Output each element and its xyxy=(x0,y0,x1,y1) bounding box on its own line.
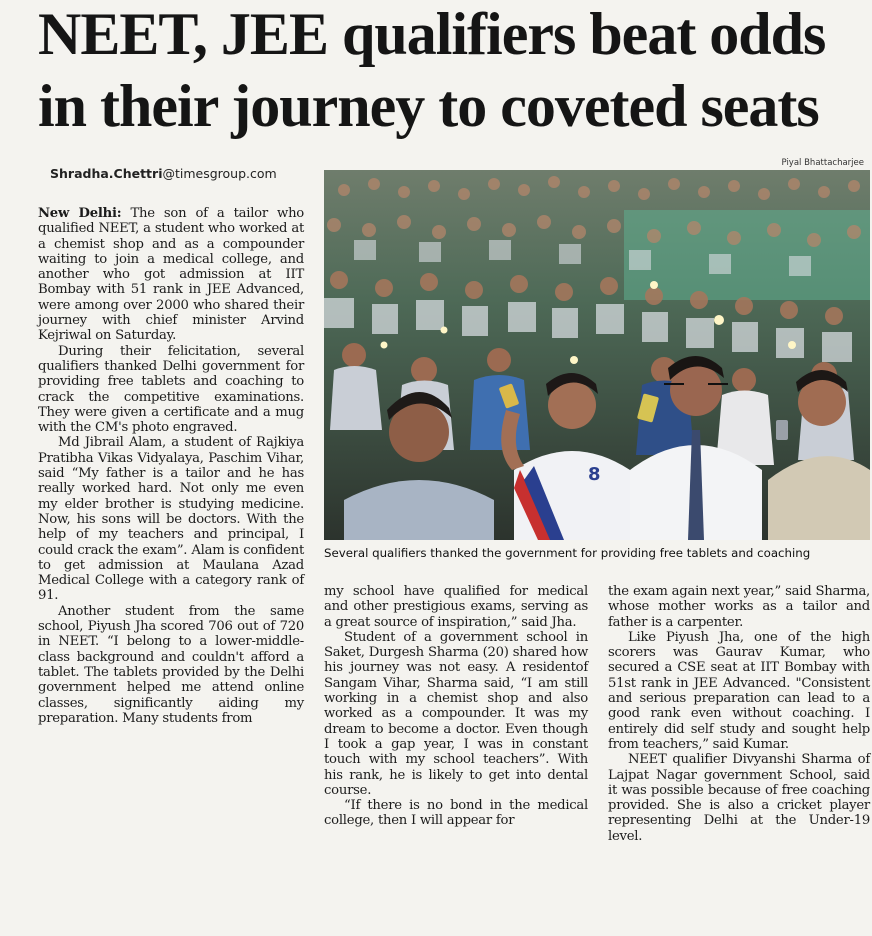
article-column-2 xyxy=(324,584,588,829)
event-photo xyxy=(324,170,870,540)
headline-line-2: in their journey to coveted seats xyxy=(38,73,819,139)
paragraph-continued: the exam again next year,” said Sharma, whose mother works as a tailor and father is a carpenter. xyxy=(608,584,870,630)
byline xyxy=(50,166,277,181)
article-column-3 xyxy=(608,584,870,844)
paragraph: “If there is no bond in the medical college, then I will appear for xyxy=(324,798,588,829)
paragraph: Another student from the same school, Piyush Jha scored 706 out of 720 in NEET. “I belong to a lower-middle-class background and couldn't afford a tablet. The tablets provided by the Delhi government helped me attend online classes, significantly aiding my preparation. Many students from xyxy=(38,603,304,726)
paragraph: Student of a government school in Saket, Durgesh Sharma (20) shared how his journey was not easy. A residentof Sangam Vihar, Sharma said, “I am still working in a chemist shop and also worked as a compounder. It was my dream to become a doctor. Even though I took a gap year, I was in constant touch with my school teachers”. With his rank, he is likely to get into dental course. xyxy=(324,629,588,798)
paragraph: NEET qualifier Divyanshi Sharma of Lajpat Nagar government School, said it was possible because of free coaching provided. She is also a cricket player representing Delhi at the Under-19 level. xyxy=(608,752,870,844)
paragraph: Like Piyush Jha, one of the high scorers was Gaurav Kumar, who secured a CSE seat at IIT Bombay with 51st rank in JEE Advanced. "Consistent and serious preparation can lead to a good rank even without coaching. I entirely did self study and sought help from teachers,” said Kumar. xyxy=(608,629,870,752)
headline xyxy=(38,0,868,142)
author-domain: @timesgroup.com xyxy=(162,166,277,181)
photo-credit: Piyal Bhattacharjee xyxy=(781,158,864,168)
svg-text:8: 8 xyxy=(588,464,601,485)
photo-caption: Several qualifiers thanked the government for providing free tablets and coaching xyxy=(324,546,811,560)
lede-text: The son of a tailor who qualified NEET, a student who worked at a chemist shop and as a compounder waiting to join a medical college, and another who got admission at IIT Bombay with 51 rank in JEE Advanced, were among over 2000 who shared their journey with chief minister Arvind Kejriwal on Saturday. xyxy=(38,206,304,344)
paragraph-continued: my school have qualified for medical and other prestigious exams, serving as a great source of inspiration,” said Jha. xyxy=(324,584,588,630)
article-column-1 xyxy=(38,206,304,726)
crowd-illustration xyxy=(324,170,870,540)
paragraph-lede xyxy=(38,206,304,344)
headline-line-1: NEET, JEE qualifiers beat odds xyxy=(38,1,826,67)
paragraph: Md Jibrail Alam, a student of Rajkiya Pratibha Vikas Vidyalaya, Paschim Vihar, said “My father is a tailor and he has really worked hard. Not only me even my elder brother is studying medicine. Now, his sons will be doctors. With the help of my teachers and principal, I could crack the exam”. Alam is confident to get admission at Maulana Azad Medical College with a category rank of 91. xyxy=(38,435,304,604)
paragraph: During their felicitation, several qualifiers thanked Delhi government for providing free tablets and coaching to crack the competitive examinations. They were given a certificate and a mug with the CM's photo engraved. xyxy=(38,343,304,436)
author-name: Shradha.Chettri xyxy=(50,166,163,181)
dateline: New Delhi: xyxy=(38,206,122,221)
